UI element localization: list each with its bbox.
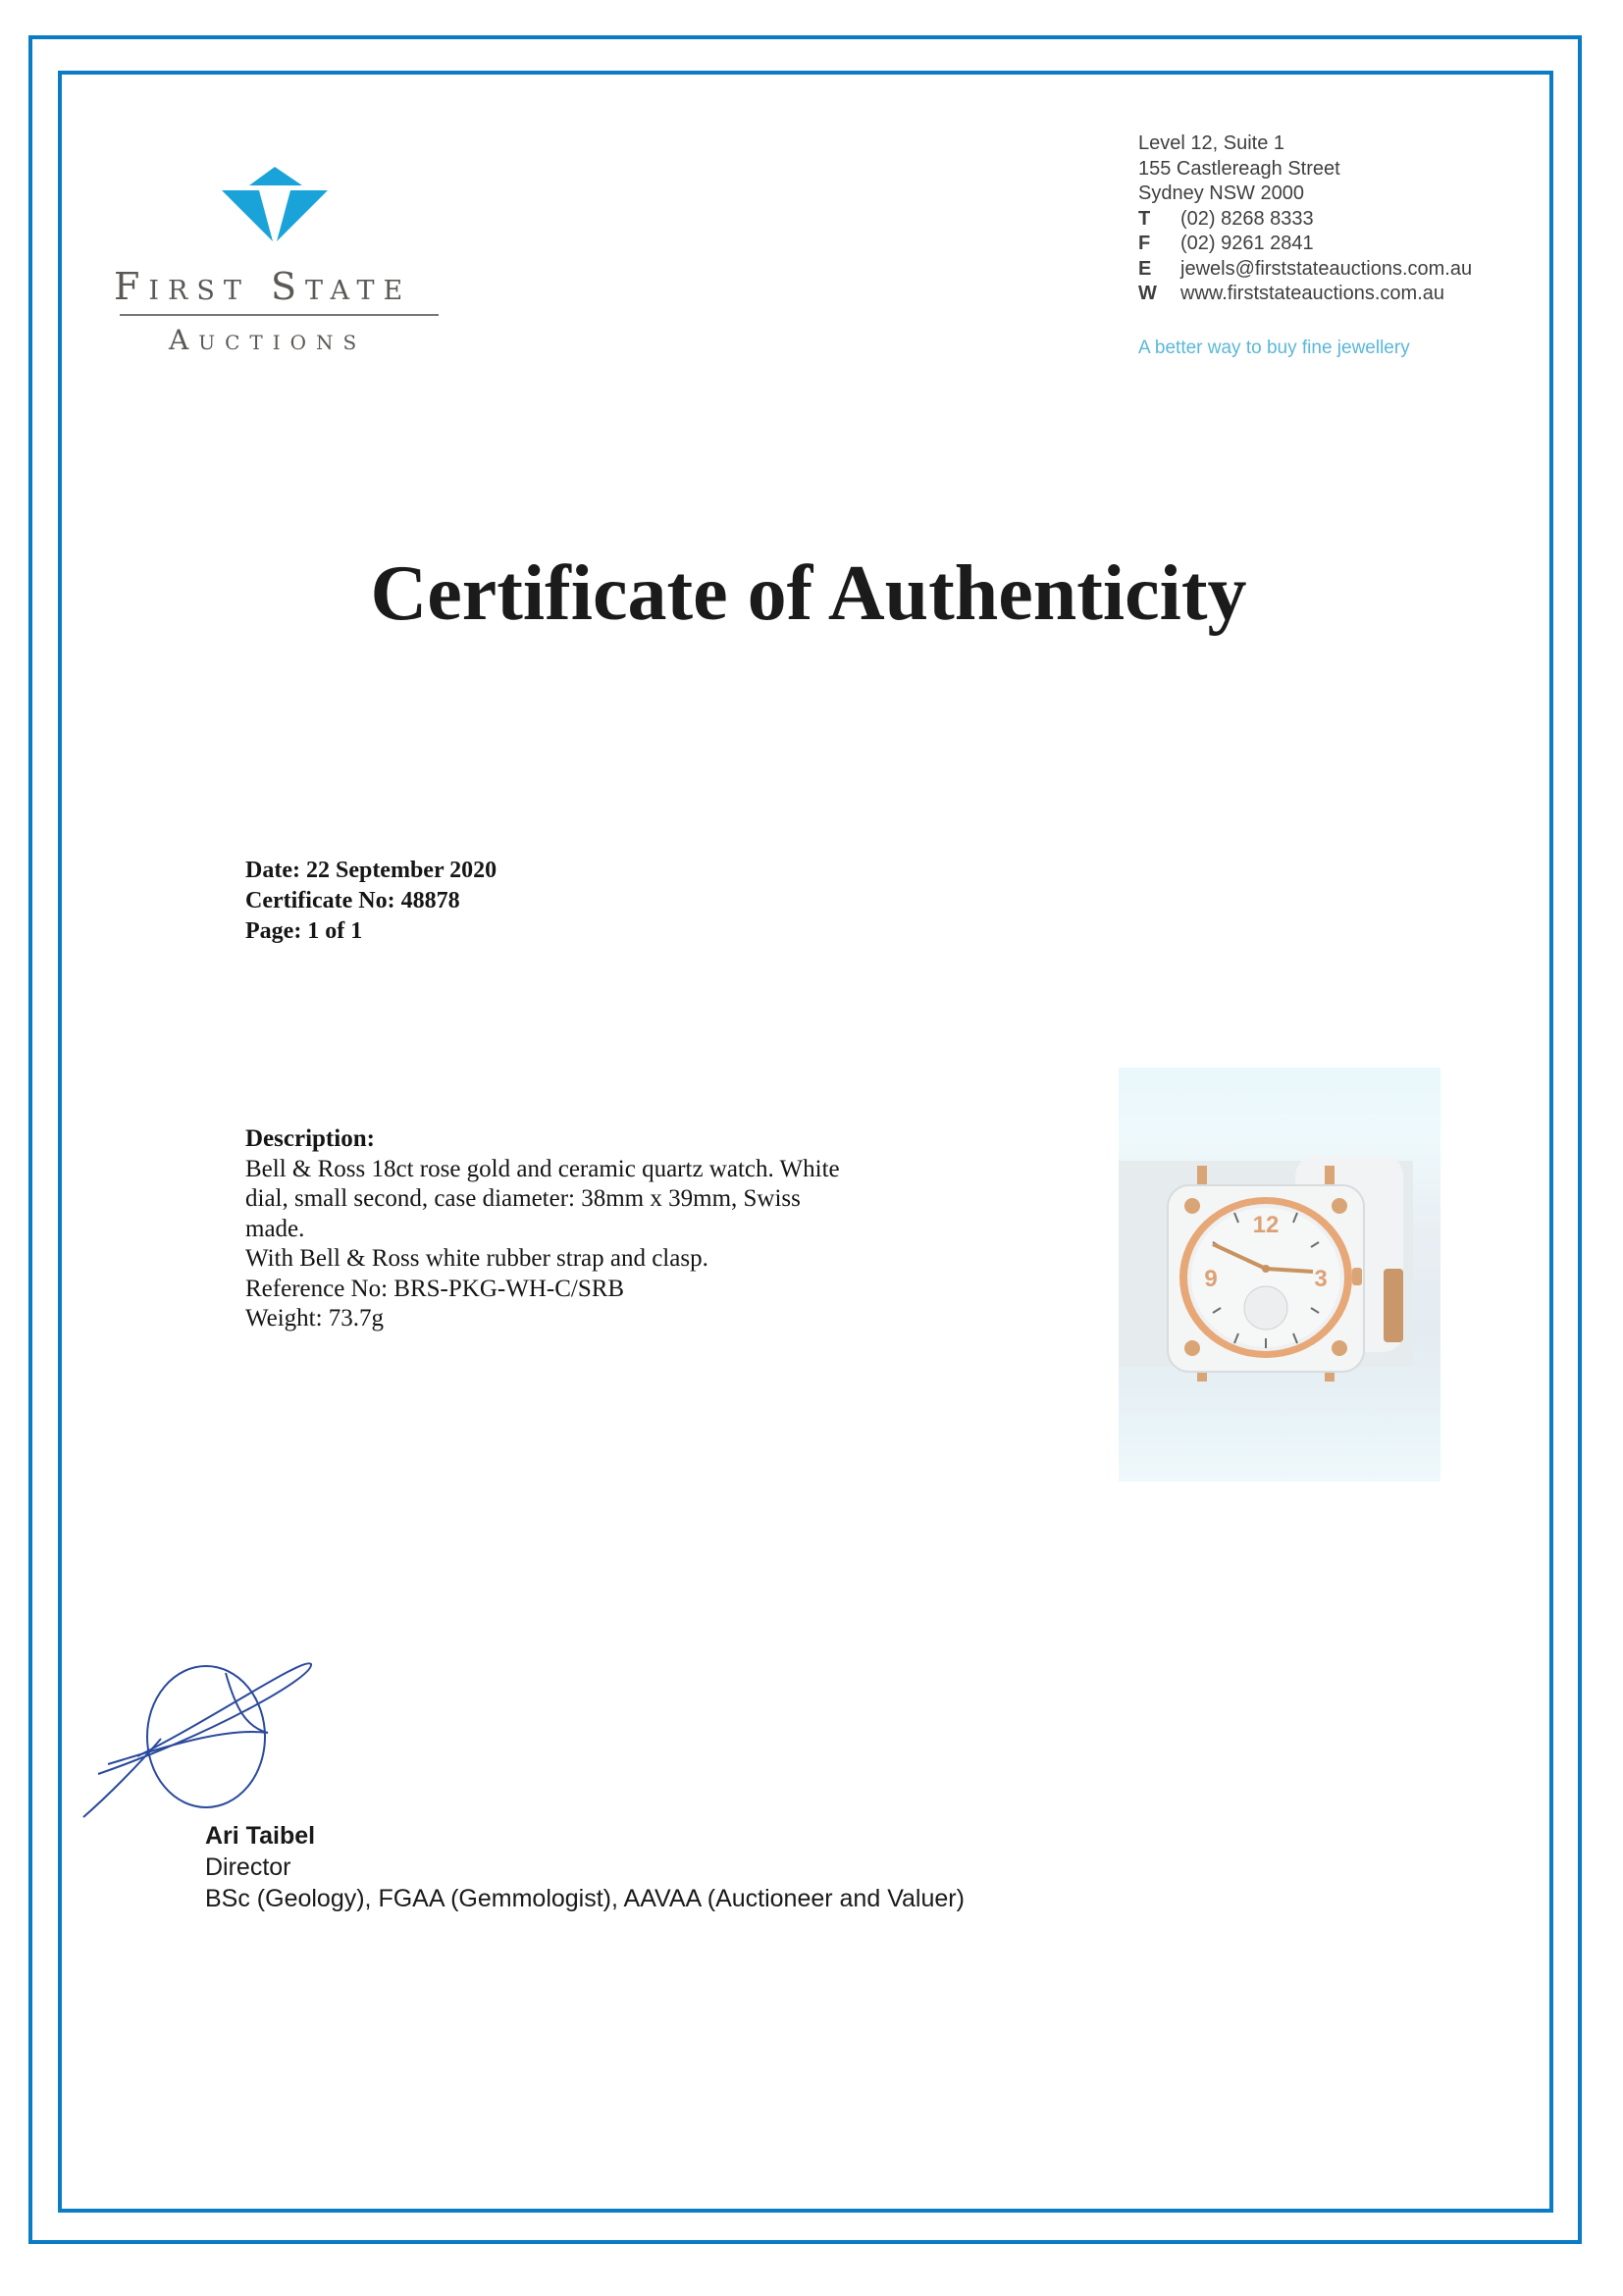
- web-label: W: [1138, 283, 1157, 304]
- brand-divider: [120, 314, 439, 316]
- certificate-meta: [245, 856, 497, 947]
- dial-numeral-3: 3: [1314, 1266, 1328, 1292]
- contact-block: [1138, 131, 1472, 307]
- signature: [79, 1648, 530, 1835]
- fax-label: F: [1138, 233, 1151, 254]
- company-logo: [108, 157, 461, 363]
- description-line: With Bell & Ross white rubber strap and clasp.: [245, 1245, 708, 1272]
- contact-phone: [1138, 207, 1472, 233]
- certificate-date: Date: 22 September 2020: [245, 858, 497, 883]
- description-block: [245, 1124, 913, 1334]
- description-heading: Description:: [245, 1125, 375, 1152]
- page-title-text: Certificate of Authenticity: [370, 550, 1247, 637]
- watch-photo: [1119, 1068, 1440, 1482]
- signer-qualifications: BSc (Geology), FGAA (Gemmologist), AAVAA (Auctioneer and Valuer): [205, 1885, 965, 1912]
- description-line: dial, small second, case diameter: 38mm x 39mm, Swiss: [245, 1185, 801, 1212]
- brand-name-auctions: Auctions: [169, 324, 367, 356]
- phone-value: (02) 8268 8333: [1180, 207, 1314, 230]
- tagline: A better way to buy fine jewellery: [1138, 338, 1410, 358]
- weight: Weight: 73.7g: [245, 1305, 385, 1331]
- diamond-logo-icon: [206, 167, 343, 245]
- certificate-number: Certificate No: 48878: [245, 888, 460, 913]
- email-value: jewels@firststateauctions.com.au: [1180, 257, 1473, 280]
- fax-value: (02) 9261 2841: [1180, 233, 1314, 254]
- contact-fax: [1138, 232, 1472, 257]
- page-title: [0, 549, 1623, 639]
- dial-numeral-12: 12: [1252, 1212, 1280, 1238]
- description-line: made.: [245, 1215, 305, 1242]
- address-line-2: 155 Castlereagh Street: [1138, 157, 1340, 180]
- address-line-3: Sydney NSW 2000: [1138, 183, 1304, 204]
- web-value: www.firststateauctions.com.au: [1180, 283, 1444, 304]
- phone-label: T: [1138, 207, 1151, 230]
- certificate-page: Page: 1 of 1: [245, 918, 363, 944]
- email-label: E: [1138, 257, 1152, 280]
- contact-email: [1138, 257, 1472, 283]
- signer-block: [205, 1820, 965, 1914]
- watch-image: [1119, 1068, 1440, 1482]
- reference-number: Reference No: BRS-PKG-WH-C/SRB: [245, 1275, 625, 1302]
- contact-web: [1138, 282, 1472, 307]
- signer-role: Director: [205, 1853, 291, 1881]
- signer-name: Ari Taibel: [205, 1822, 316, 1850]
- dial-numeral-9: 9: [1204, 1266, 1218, 1292]
- address-line-1: Level 12, Suite 1: [1138, 132, 1284, 154]
- description-line: Bell & Ross 18ct rose gold and ceramic quartz watch. White: [245, 1155, 840, 1182]
- brand-name-first-state: First State: [114, 265, 412, 308]
